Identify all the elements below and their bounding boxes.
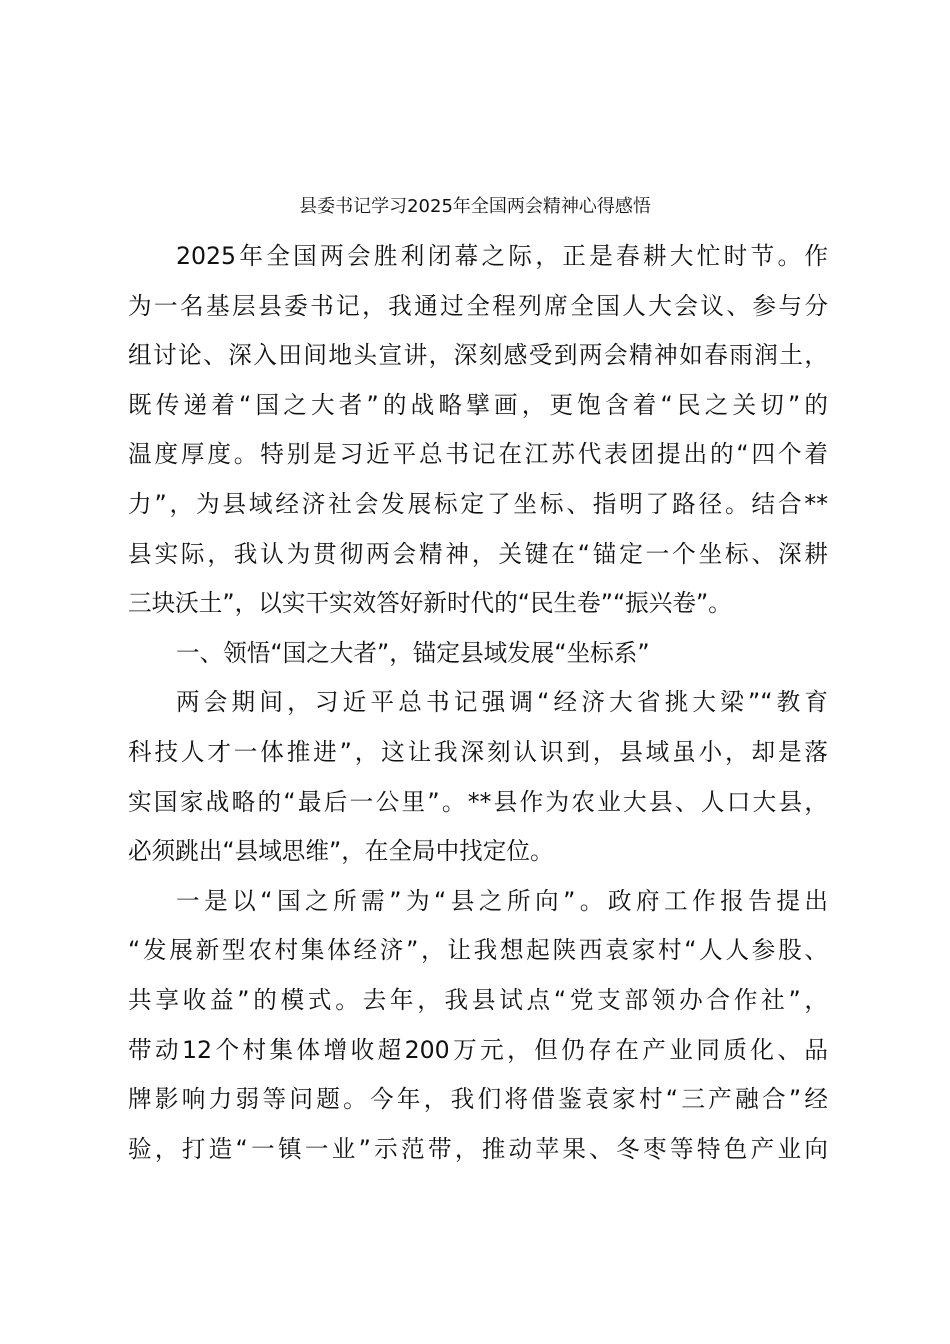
document-body [128, 232, 828, 1174]
text-line: 县实际，我认为贯彻两会精神，关键在“锚定一个坐标、深耕 [128, 539, 828, 568]
text-line: 共享收益”的模式。去年，我县试点“党支部领办合作社”， [128, 985, 828, 1014]
text-line: 一是以“国之所需”为“县之所向”。政府工作报告提出 [176, 886, 828, 915]
text-line: 带动12个村集体增收超200万元，但仍存在产业同质化、品 [128, 1035, 828, 1064]
text-line: 三块沃土”，以实干实效答好新时代的“民生卷”“振兴卷”。 [128, 589, 732, 618]
text-line: “发展新型农村集体经济”，让我想起陕西袁家村“人人参股、 [128, 936, 828, 965]
text-line: 必须跳出“县域思维”，在全局中找定位。 [128, 837, 554, 866]
text-line: 温度厚度。特别是习近平总书记在江苏代表团提出的“四个着 [128, 440, 828, 469]
text-line: 2025年全国两会胜利闭幕之际，正是春耕大忙时节。作 [176, 242, 828, 270]
text-line: 既传递着“国之大者”的战略擘画，更饱含着“民之关切”的 [128, 390, 828, 419]
text-line: 力”，为县域经济社会发展标定了坐标、指明了路径。结合** [128, 489, 828, 518]
text-line: 验，打造“一镇一业”示范带，推动苹果、冬枣等特色产业向 [128, 1134, 828, 1163]
text-line: 为一名基层县委书记，我通过全程列席全国人大会议、参与分 [128, 291, 828, 320]
text-line: 牌影响力弱等问题。今年，我们将借鉴袁家村“三产融合”经 [128, 1085, 828, 1114]
document-title: 县委书记学习2025年全国两会精神心得感悟 [299, 196, 651, 217]
text-line: 实国家战略的“最后一公里”。**县作为农业大县、人口大县， [128, 787, 828, 816]
text-line: 组讨论、深入田间地头宣讲，深刻感受到两会精神如春雨润土， [128, 341, 828, 370]
text-line: 两会期间，习近平总书记强调“经济大省挑大梁”“教育 [176, 688, 828, 717]
text-line: 一、领悟“国之大者”，锚定县域发展“坐标系” [176, 638, 650, 667]
text-line: 科技人才一体推进”，这让我深刻认识到，县域虽小，却是落 [128, 737, 828, 766]
